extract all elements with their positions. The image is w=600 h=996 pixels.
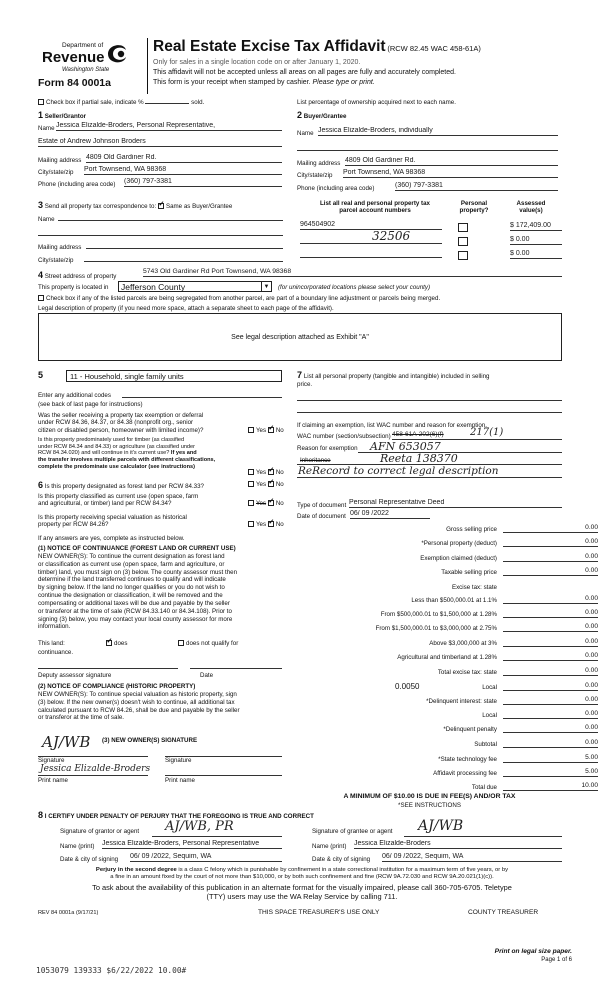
sec6-p2-l4: or transferor at the time of sale. <box>38 714 124 722</box>
street-label <box>38 270 116 281</box>
chevron-down-icon[interactable]: ▼ <box>261 282 271 292</box>
same-as-buyer-label: Same as Buyer/Grantee <box>165 203 233 210</box>
tax-line-label: *Delinquent penalty <box>443 726 497 733</box>
seller-name-field[interactable]: Jessica Elizalde-Broders, Personal Representative, <box>56 122 282 131</box>
sec5-q2-l3a: RCW 84.34.020) and will continue in it's current use? <box>38 450 170 457</box>
form-title <box>153 38 481 57</box>
does-not-label: does not qualify for <box>186 640 239 647</box>
sec6-q2-yes-label: Yes <box>256 500 267 507</box>
sec6-q1 <box>38 480 204 491</box>
grantor-sig-line[interactable] <box>152 836 282 837</box>
sec5-q2-answer <box>248 469 284 476</box>
wac-label: WAC number (section/subsection) <box>297 433 391 440</box>
sec6-q3-l1: Is this property receiving special valuation as historical <box>38 514 187 521</box>
sec3-name-field[interactable] <box>58 213 283 221</box>
alt-2: (TTY) users may use the WA Relay Service by calling 711. <box>206 891 398 901</box>
section-6-number: 6 <box>38 480 44 490</box>
sec5-q2 <box>38 437 263 471</box>
sec6-q2-no-label: No <box>275 500 284 507</box>
tax-line-label: *Delinquent interest: state <box>426 698 497 705</box>
personal-property-checkbox-3[interactable] <box>458 251 468 260</box>
tax-line-value[interactable]: 0.00 <box>503 724 598 733</box>
segregated-label: Check box if any of the listed parcels are being segregated from another parcel, are part of a boundary line adjustment or parcels being merged. <box>46 295 441 302</box>
reason-line-3[interactable] <box>297 477 562 478</box>
local-rate: 0.0050 <box>395 682 420 691</box>
sec3-line <box>38 200 232 211</box>
sec6-q3-answer <box>248 521 284 528</box>
deputy-sig-label: Deputy assessor signature <box>38 672 112 679</box>
sec3-mail-label: Mailing address <box>38 244 82 251</box>
parcel-header-2 <box>452 200 496 215</box>
sec6-q3-yes-label: Yes <box>256 521 267 528</box>
dept-small: Department of <box>62 42 104 49</box>
rev-label: REV 84 0001a (9/17/21) <box>38 910 99 916</box>
sec6-q3 <box>38 514 253 529</box>
sec5-q2-yes-label: Yes <box>256 469 267 476</box>
inheritance-text: Inheritance <box>300 457 331 464</box>
tax-line-label: Affidavit processing fee <box>433 770 497 777</box>
sec5-q1-l3: citizen or disabled person, homeowner with limited income)? <box>38 426 204 434</box>
codes-label: Enter any additional codes <box>38 392 111 399</box>
sec6-p1-l4: determine if the land transferred continues to qualify and will indicate <box>38 576 226 584</box>
partial-sale-checkbox[interactable] <box>38 99 44 105</box>
personal-property-checkbox-1[interactable] <box>458 223 468 232</box>
codes-note: (see back of last page for instructions) <box>38 401 143 408</box>
seller-name-label: Name <box>38 125 55 132</box>
sec5-q2-l3 <box>38 450 263 457</box>
tax-line-label: Local <box>482 712 497 719</box>
tax-line-value[interactable]: 0.00 <box>503 696 598 705</box>
seller-phone-label: Phone (including area code) <box>38 181 116 188</box>
buyer-name-field-2[interactable] <box>297 143 558 151</box>
sec5-q2-bold-1: If yes and <box>170 450 197 457</box>
revenue-swirl-icon <box>104 40 130 66</box>
parcel-header-3b: value(s) <box>519 207 543 215</box>
tax-line-value[interactable]: 0.00 <box>503 652 598 661</box>
seller-heading <box>38 110 86 121</box>
tax-line-label: Above $3,000,000 at 3% <box>429 640 497 647</box>
partial-sale-row <box>38 99 204 106</box>
wac-handwritten: 217(1) <box>470 427 504 438</box>
grantee-signature-hand: AJ/WB <box>418 818 464 834</box>
parcel-header-2b: property? <box>459 207 489 215</box>
partial-sale-sold: sold. <box>191 99 205 106</box>
sec6-p1-l5: by signing below. If the land no longer qualifies or you do not wish to <box>38 584 225 592</box>
sec6-q1-answer <box>248 481 284 488</box>
sec5-q2-bold-2: the transfer involves multiple parcels with different classifications, <box>38 457 216 464</box>
partial-sale-percent-field[interactable] <box>145 103 189 104</box>
legal-desc-label: Legal description of property (if you need more space, attach a separate sheet to each page of the affidavit). <box>38 305 334 312</box>
sec6-p1-l7: compensating or additional taxes will be due and payable by the seller <box>38 599 230 607</box>
grantor-sig-label: Signature of grantor or agent <box>60 828 140 835</box>
sec5-q1-l1: Was the seller receiving a property tax exemption or deferral <box>38 412 204 419</box>
sec6-p1-l9: signing (3) below, you may contact your local county assessor for more <box>38 615 233 623</box>
dept-big: Revenue <box>42 49 105 66</box>
grantee-name-label: Name (print) <box>312 843 347 850</box>
tax-line-label: Local <box>482 684 497 691</box>
tax-line-value[interactable]: 0.00 <box>503 739 598 748</box>
buyer-phone-field[interactable]: (360) 797-3381 <box>395 182 558 191</box>
tax-line-label: From $1,500,000.01 to $3,000,000 at 2.75% <box>375 625 497 632</box>
print-name-line-1[interactable] <box>38 775 148 776</box>
sec6-p1-l8: or transferor at the time of sale (RCW 84.33.140 or 84.34.108). Prior to <box>38 607 232 615</box>
assessed-value-2[interactable]: $ 0.00 <box>510 236 562 245</box>
parcel-header-3a: Assessed <box>516 200 546 207</box>
sig-label-1: Signature <box>38 757 65 764</box>
grantor-name-label: Name (print) <box>60 843 95 850</box>
seller-city-field[interactable]: Port Townsend, WA 98368 <box>84 166 282 175</box>
street-label-text: Street address of property <box>44 273 117 280</box>
sec6-q1-no-label: No <box>275 481 284 488</box>
sec5-q2-l1: Is this property predominately used for timber (as classified <box>38 437 185 443</box>
parcel-number-3[interactable] <box>300 249 442 258</box>
same-as-buyer-checkbox[interactable] <box>158 203 164 209</box>
land-use-box[interactable] <box>66 370 282 382</box>
doc-type-field[interactable]: Personal Representative Deed <box>349 499 562 508</box>
reason-handwritten: AFN 653057 <box>370 440 441 453</box>
section-5-number: 5 <box>38 370 44 380</box>
sec6-q2-l1: Is this property classified as current use (open space, farm <box>38 493 199 500</box>
wac-field[interactable]: 458-61A-202(6)(f) <box>392 431 562 440</box>
buyer-name-label: Name <box>297 130 314 137</box>
grantee-name-field[interactable]: Jessica Elizalde-Broders <box>354 840 562 849</box>
new-owner-print-hand: Jessica Elizalde-Broders <box>40 764 151 774</box>
does-option <box>106 640 127 647</box>
county-select[interactable] <box>118 281 272 292</box>
parcel-number-1[interactable]: 964504902 <box>300 221 442 230</box>
parcel-header-1b: parcel account numbers <box>339 207 411 215</box>
buyer-city-label: City/state/zip <box>297 172 333 179</box>
sec3-mail-field[interactable] <box>86 241 283 249</box>
sec6-q3-no-label: No <box>275 521 284 528</box>
does-label: does <box>114 640 128 647</box>
new-owner-signature-hand: AJ/WB <box>42 733 91 751</box>
tax-line-label: Gross selling price <box>446 526 497 533</box>
sec5-q1-yes-checkbox[interactable] <box>248 427 254 433</box>
sec6-h3: (3) NEW OWNER(S) SIGNATURE <box>102 737 198 744</box>
land-use-value: 11 - Household, single family units <box>70 372 184 381</box>
sec5-q2-no-checkbox[interactable] <box>268 469 274 475</box>
print-name-line-2[interactable] <box>165 775 282 776</box>
tax-line-value[interactable]: 0.00 <box>503 524 598 533</box>
perjury-note <box>32 867 572 882</box>
seller-name-field-2[interactable]: Estate of Andrew Johnson Broders <box>38 138 282 147</box>
receipt-stamp: 1053079 139333 $6/22/2022 10.00# <box>36 966 187 975</box>
sec3-text: Send all property tax correspondence to: <box>44 203 157 210</box>
seller-city-label: City/state/zip <box>38 169 74 176</box>
section-2-number: 2 <box>297 110 303 120</box>
sec5-q2-no-label: No <box>275 469 284 476</box>
sec6-h2: (2) NOTICE OF COMPLIANCE (HISTORIC PROPERTY) <box>38 683 196 690</box>
grantor-signature-hand: AJ/WB, PR <box>165 819 234 834</box>
sec6-p1-l3: timber) land, you must sign on (3) below. The county assessor must then <box>38 568 238 576</box>
does-checkbox[interactable] <box>106 640 112 646</box>
parcel-number-2[interactable] <box>300 235 442 244</box>
buyer-city-field[interactable]: Port Townsend, WA 98368 <box>343 169 558 178</box>
sec6-p1 <box>38 553 288 631</box>
assessed-value-1[interactable]: $ 172,409.00 <box>510 222 562 231</box>
tax-line-label: Excise tax: state <box>451 584 497 591</box>
grantor-name-field[interactable]: Jessica Elizalde-Broders, Personal Representative <box>102 840 282 849</box>
parcel-handwritten-note: 32506 <box>372 229 411 243</box>
sec3-name-field-2[interactable] <box>38 228 283 236</box>
tax-line-value[interactable]: 5.00 <box>503 768 598 777</box>
grantee-sig-label: Signature of grantee or agent <box>312 828 393 835</box>
sec6-q1-yes-checkbox[interactable] <box>248 481 254 487</box>
tax-line-value[interactable]: 0.00 <box>503 595 598 604</box>
grantee-date-field[interactable]: 06/ 09 /2022, Sequim, WA <box>382 853 562 862</box>
tax-line-label: Exemption claimed (deduct) <box>420 555 497 562</box>
section-8-number: 8 <box>38 810 44 820</box>
partial-sale-label: Check box if partial sale, indicate % <box>46 99 144 106</box>
dept-state: Washington State <box>62 67 110 73</box>
sec5-q2-bold-3: complete the predominate use calculator (see instructions) <box>38 463 195 470</box>
sec5-q1-no-checkbox[interactable] <box>268 427 274 433</box>
dor-logo <box>38 40 134 92</box>
tax-line-value[interactable]: 0.00 <box>503 609 598 618</box>
sec6-q4: If any answers are yes, complete as instructed below. <box>38 535 185 542</box>
tax-line-value[interactable]: 10.00 <box>503 782 598 791</box>
sec7-text <box>297 370 562 388</box>
sec3-city-field[interactable] <box>84 254 283 262</box>
section-7-number: 7 <box>297 370 303 380</box>
buyer-heading <box>297 110 346 121</box>
doc-date-field[interactable]: 06/ 09 /2022 <box>350 510 430 519</box>
grantor-date-field[interactable]: 06/ 09 /2022, Sequim, WA <box>130 853 282 862</box>
tax-line-label: Subtotal <box>474 741 497 748</box>
see-instructions: *SEE INSTRUCTIONS <box>398 802 461 809</box>
sub-line-1: Only for sales in a single location code on or after January 1, 2020. <box>153 59 361 66</box>
buyer-heading-text: Buyer/Grantee <box>303 113 347 120</box>
section-1-number: 1 <box>38 110 44 120</box>
sec5-q1-answer <box>248 427 284 434</box>
sec6-p2-l2: (3) below. If the new owner(s) doesn't wish to continue, all additional tax <box>38 698 235 706</box>
legal-size-note: Print on legal size paper. <box>494 948 572 955</box>
tax-line-value[interactable]: 0.00 <box>503 667 598 676</box>
doc-type-label: Type of document <box>297 502 347 509</box>
tax-line-label: Total due <box>471 784 497 791</box>
tax-line-value[interactable]: 0.00 <box>503 638 598 647</box>
tax-line-value[interactable]: 0.00 <box>503 538 598 547</box>
header-divider <box>147 38 148 94</box>
street-address-field[interactable]: 5743 Old Gardiner Rd Port Townsend, WA 98368 <box>143 268 562 277</box>
reason-handwritten-3: ReRecord to correct legal description <box>298 465 499 477</box>
sec6-p1-l10: information. <box>38 623 71 631</box>
exempt-label: If claiming an exemption, list WAC number and reason for exemption. <box>297 422 487 429</box>
reason-handwritten-2: Reeta 138370 <box>380 452 458 465</box>
reason-label: Reason for exemption <box>297 445 358 452</box>
sec6-p1-l1: NEW OWNER(S): To continue the current designation as forest land <box>38 553 225 560</box>
sec6-q2 <box>38 493 253 508</box>
sec5-q1 <box>38 412 263 434</box>
perjury-bold: Perjury in the second degree <box>95 867 177 873</box>
tax-line-label: From $500,000.01 to $1,500,000 at 1.28% <box>380 611 497 618</box>
sec5-q1-no-label: No <box>275 427 284 434</box>
sec5-q1-yes-label: Yes <box>256 427 267 434</box>
buyer-name-field[interactable]: Jessica Elizalde-Broders, individually <box>318 127 558 136</box>
sec5-q1-l2: under RCW 84.36, 84.37, or 84.38 (nonprofit org., senior <box>38 419 194 427</box>
section-4-number: 4 <box>38 270 44 280</box>
sec7-text-l1 <box>297 370 562 381</box>
sub-line-2: This affidavit will not be accepted unless all areas on all pages are fully and accurately completed. <box>153 69 456 76</box>
sec8-cert-text: I CERTIFY UNDER PENALTY OF PERJURY THAT THE FOREGOING IS TRUE AND CORRECT <box>44 813 314 820</box>
deputy-sig-line[interactable] <box>38 668 178 669</box>
unincorp-note: (for unincorporated locations please select your county) <box>278 284 431 291</box>
tax-line-value[interactable]: 0.00 <box>503 623 598 632</box>
seller-phone-field[interactable]: (360) 797-3381 <box>124 178 282 187</box>
located-label: This property is located in <box>38 284 109 291</box>
tax-line-label: Less than $500,000.01 at 1.1% <box>411 597 497 604</box>
sec6-q3-l2: property per RCW 84.26? <box>38 521 109 529</box>
deputy-date-line[interactable] <box>190 668 282 669</box>
sec6-p1-l6: continue the designation or classification, it will be removed and the <box>38 592 223 600</box>
tax-line-label: Taxable selling price <box>441 569 497 576</box>
tax-line-label: Total excise tax: state <box>437 669 497 676</box>
tax-line-label: Agricultural and timberland at 1.28% <box>397 654 497 661</box>
sec6-q1-text: Is this property designated as forest land per RCW 84.33? <box>44 483 204 490</box>
sec6-h1: (1) NOTICE OF CONTINUANCE (FOREST LAND OR CURRENT USE) <box>38 545 236 552</box>
grantee-date-label: Date & city of signing <box>312 856 371 863</box>
sub3b: Please type or print. <box>312 79 375 86</box>
sec5-q2-l2: under RCW 84.34 and 84.33) or agriculture (as classified under <box>38 443 196 450</box>
deputy-date-label: Date <box>200 672 214 679</box>
tax-line-label: *Personal property (deduct) <box>421 540 497 547</box>
legal-description-box[interactable] <box>38 313 562 361</box>
treasurer-space: THIS SPACE TREASURER'S USE ONLY <box>258 909 380 916</box>
minimum-note: A MINIMUM OF $10.00 IS DUE IN FEE(S) AND/OR TAX <box>343 793 516 800</box>
perjury-l1 <box>32 867 572 874</box>
sec7-text-l2: price. <box>297 380 313 388</box>
assessed-value-3[interactable]: $ 0.00 <box>510 250 562 259</box>
segregated-checkbox[interactable] <box>38 295 44 301</box>
sec6-p2 <box>38 691 288 722</box>
sec6-q1-no-checkbox[interactable] <box>268 481 274 487</box>
sec5-q2-yes-checkbox[interactable] <box>248 469 254 475</box>
print-name-label-2: Print name <box>165 777 195 784</box>
alt-1: To ask about the availability of this publication in an alternate format for the visually impaired, please call 360-705-6705. Teletype <box>92 883 512 892</box>
does-not-option <box>178 640 238 647</box>
parcel-header-3 <box>500 200 562 215</box>
sec7-text-l1a: List all personal property (tangible and intangible) included in selling <box>303 373 490 380</box>
sec6-p2-l1: NEW OWNER(S): To continue special valuation as historic property, sign <box>38 691 237 698</box>
parcel-header-1a: List all real and personal property tax <box>319 200 431 207</box>
sec6-p2-l3: calculated pursuant to RCW 84.26, shall be due and payable by the seller <box>38 706 240 714</box>
alt-format-note <box>32 884 572 902</box>
tax-line-value[interactable]: 5.00 <box>503 754 598 763</box>
ownership-note: List percentage of ownership acquired next to each name. <box>297 99 456 106</box>
buyer-mail-field[interactable]: 4809 Old Gardiner Rd. <box>345 157 558 166</box>
sec7-line-1[interactable] <box>297 400 562 401</box>
seller-heading-text: Seller/Grantor <box>44 113 87 120</box>
form-number: Form 84 0001a <box>38 77 111 89</box>
perjury-2: a fine in an amount fixed by the court of not more than $10,000, or by both such confinement and fine (RCW 9A.72.030 and RCW 9A.20.021(1)(c)). <box>110 874 494 881</box>
sec3-city-label: City/state/zip <box>38 257 74 264</box>
section-3-number: 3 <box>38 200 44 210</box>
sec6-q3-no-checkbox[interactable] <box>268 521 274 527</box>
county-treasurer: COUNTY TREASURER <box>468 909 539 916</box>
does-not-checkbox[interactable] <box>178 640 184 646</box>
tax-line-value[interactable]: 0.00 <box>503 682 598 691</box>
buyer-mail-label: Mailing address <box>297 160 341 167</box>
grantor-date-label: Date & city of signing <box>60 856 119 863</box>
title-text: Real Estate Excise Tax Affidavit <box>153 38 386 55</box>
tax-line-value[interactable]: 0.00 <box>503 553 598 562</box>
sec6-q3-yes-checkbox[interactable] <box>248 521 254 527</box>
sub3a: This form is your receipt when stamped by cashier. <box>153 79 313 86</box>
sec7-line-2[interactable] <box>297 412 562 413</box>
doc-date-label: Date of document <box>297 513 346 520</box>
parcel-header-1 <box>300 200 450 215</box>
seller-mail-label: Mailing address <box>38 157 82 164</box>
personal-property-checkbox-2[interactable] <box>458 237 468 246</box>
legal-description-text: See legal description attached as Exhibit "A" <box>231 334 369 341</box>
tax-line-value[interactable]: 0.00 <box>503 567 598 576</box>
seller-mail-field[interactable]: 4809 Old Gardiner Rd. <box>86 154 282 163</box>
sec3-name-label: Name <box>38 216 55 223</box>
tax-line-label: *State technology fee <box>438 756 497 763</box>
sec6-q2-l2: and agricultural, or timber) land per RCW 84.34? <box>38 500 172 508</box>
tax-line-value[interactable]: 0.00 <box>503 710 598 719</box>
continuance-label: continuance. <box>38 649 74 656</box>
buyer-phone-label: Phone (including area code) <box>297 185 375 192</box>
sec6-q2-answer <box>248 500 284 507</box>
perjury-1: is a class C felony which is punishable by confinement in a state correctional institution for a maximum term of five years, or by <box>176 867 509 873</box>
sec6-q2-yes-checkbox[interactable] <box>248 500 254 506</box>
sec6-q1-yes-label: Yes <box>256 481 267 488</box>
this-land-label: This land: <box>38 640 65 647</box>
grantee-sig-line[interactable] <box>404 836 562 837</box>
print-name-label-1: Print name <box>38 777 68 784</box>
title-rcw: (RCW 82.45 WAC 458-61A) <box>387 44 481 53</box>
sec6-p1-l2: or classification as current use (open space, farm and agriculture, or <box>38 560 225 568</box>
sec6-q2-no-checkbox[interactable] <box>268 500 274 506</box>
page-number: Page 1 of 6 <box>541 957 572 963</box>
codes-field[interactable] <box>122 390 282 398</box>
sig-label-2: Signature <box>165 757 192 764</box>
sub-line-3 <box>153 79 375 87</box>
parcel-header-2a: Personal <box>460 200 488 207</box>
segregated-row <box>38 295 440 302</box>
county-select-value: Jefferson County <box>121 282 186 292</box>
